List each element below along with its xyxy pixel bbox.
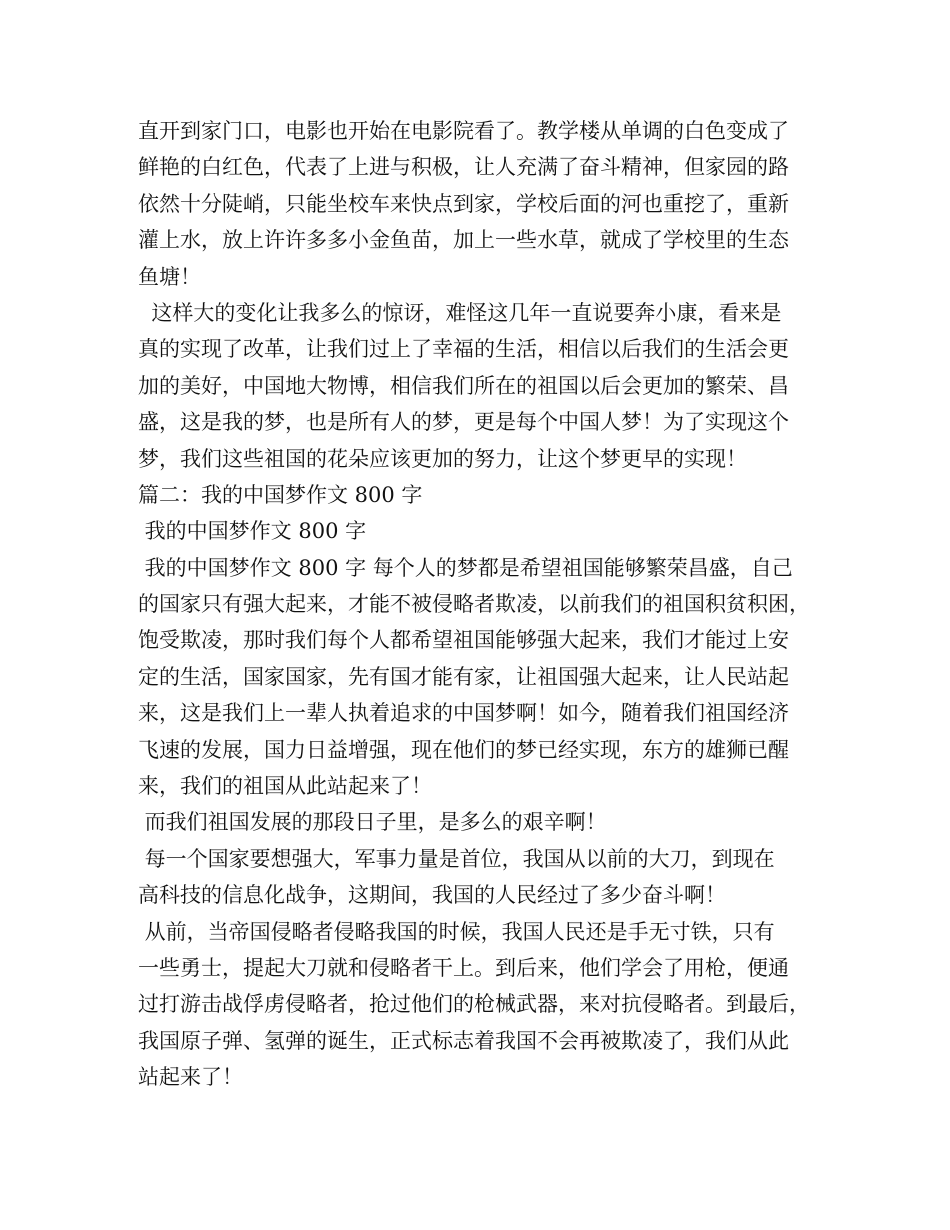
text-line: 盛，这是我的梦，也是所有人的梦，更是每个中国人梦！为了实现这个 — [138, 410, 789, 435]
text-line: 依然十分陡峭，只能坐校车来快点到家，学校后面的河也重挖了，重新 — [138, 191, 789, 216]
text-line: 灌上水，放上许许多多小金鱼苗，加上一些水草，就成了学校里的生态 — [138, 228, 789, 253]
text-line: 我国原子弹、氢弹的诞生，正式标志着我国不会再被欺凌了，我们从此 — [138, 1028, 789, 1053]
text-line: 饱受欺凌，那时我们每个人都希望祖国能够强大起来，我们才能过上安 — [138, 628, 789, 653]
text-line: 鱼塘！ — [138, 264, 201, 289]
text-line: 站起来了！ — [138, 1065, 243, 1090]
text-line: 这样大的变化让我多么的惊讶，难怪这几年一直说要奔小康，看来是 — [138, 300, 782, 325]
text-line: 的国家只有强大起来，才能不被侵略者欺凌，以前我们的祖国积贫积困， — [138, 592, 810, 617]
section-heading: 篇二：我的中国梦作文 800 字 — [138, 482, 423, 507]
text-line: 而我们祖国发展的那段日子里，是多么的艰辛啊！ — [138, 810, 607, 835]
text-line: 过打游击战俘虏侵略者，抢过他们的枪械武器，来对抗侵略者。到最后， — [138, 992, 810, 1017]
text-line: 定的生活，国家国家，先有国才能有家，让祖国强大起来，让人民站起 — [138, 664, 789, 689]
text-line: 一些勇士，提起大刀就和侵略者干上。到后来，他们学会了用枪，便通 — [138, 955, 789, 980]
text-line: 直开到家门口，电影也开始在电影院看了。教学楼从单调的白色变成了 — [138, 119, 789, 143]
text-line: 飞速的发展，国力日益增强，现在他们的梦已经实现，东方的雄狮已醒 — [138, 737, 789, 762]
text-line: 来，这是我们上一辈人执着追求的中国梦啊！如今，随着我们祖国经济 — [138, 701, 789, 726]
text-line: 加的美好，中国地大物博，相信我们所在的祖国以后会更加的繁荣、昌 — [138, 373, 789, 398]
text-line: 梦，我们这些祖国的花朵应该更加的努力，让这个梦更早的实现！ — [138, 446, 747, 471]
text-line: 高科技的信息化战争，这期间，我国的人民经过了多少奋斗啊！ — [138, 883, 726, 908]
text-line: 从前，当帝国侵略者侵略我国的时候，我国人民还是手无寸铁，只有 — [138, 919, 775, 944]
text-line: 每一个国家要想强大，军事力量是首位，我国从以前的大刀，到现在 — [138, 846, 775, 871]
text-line: 真的实现了改革，让我们过上了幸福的生活，相信以后我们的生活会更 — [138, 337, 789, 362]
document-body — [138, 113, 838, 1096]
essay-title: 我的中国梦作文 800 字 — [138, 519, 367, 544]
text-line: 来，我们的祖国从此站起来了！ — [138, 774, 432, 799]
text-line: 我的中国梦作文 800 字 每个人的梦都是希望祖国能够繁荣昌盛，自己 — [138, 555, 793, 580]
text-line: 鲜艳的白红色，代表了上进与积极，让人充满了奋斗精神，但家园的路 — [138, 155, 789, 180]
